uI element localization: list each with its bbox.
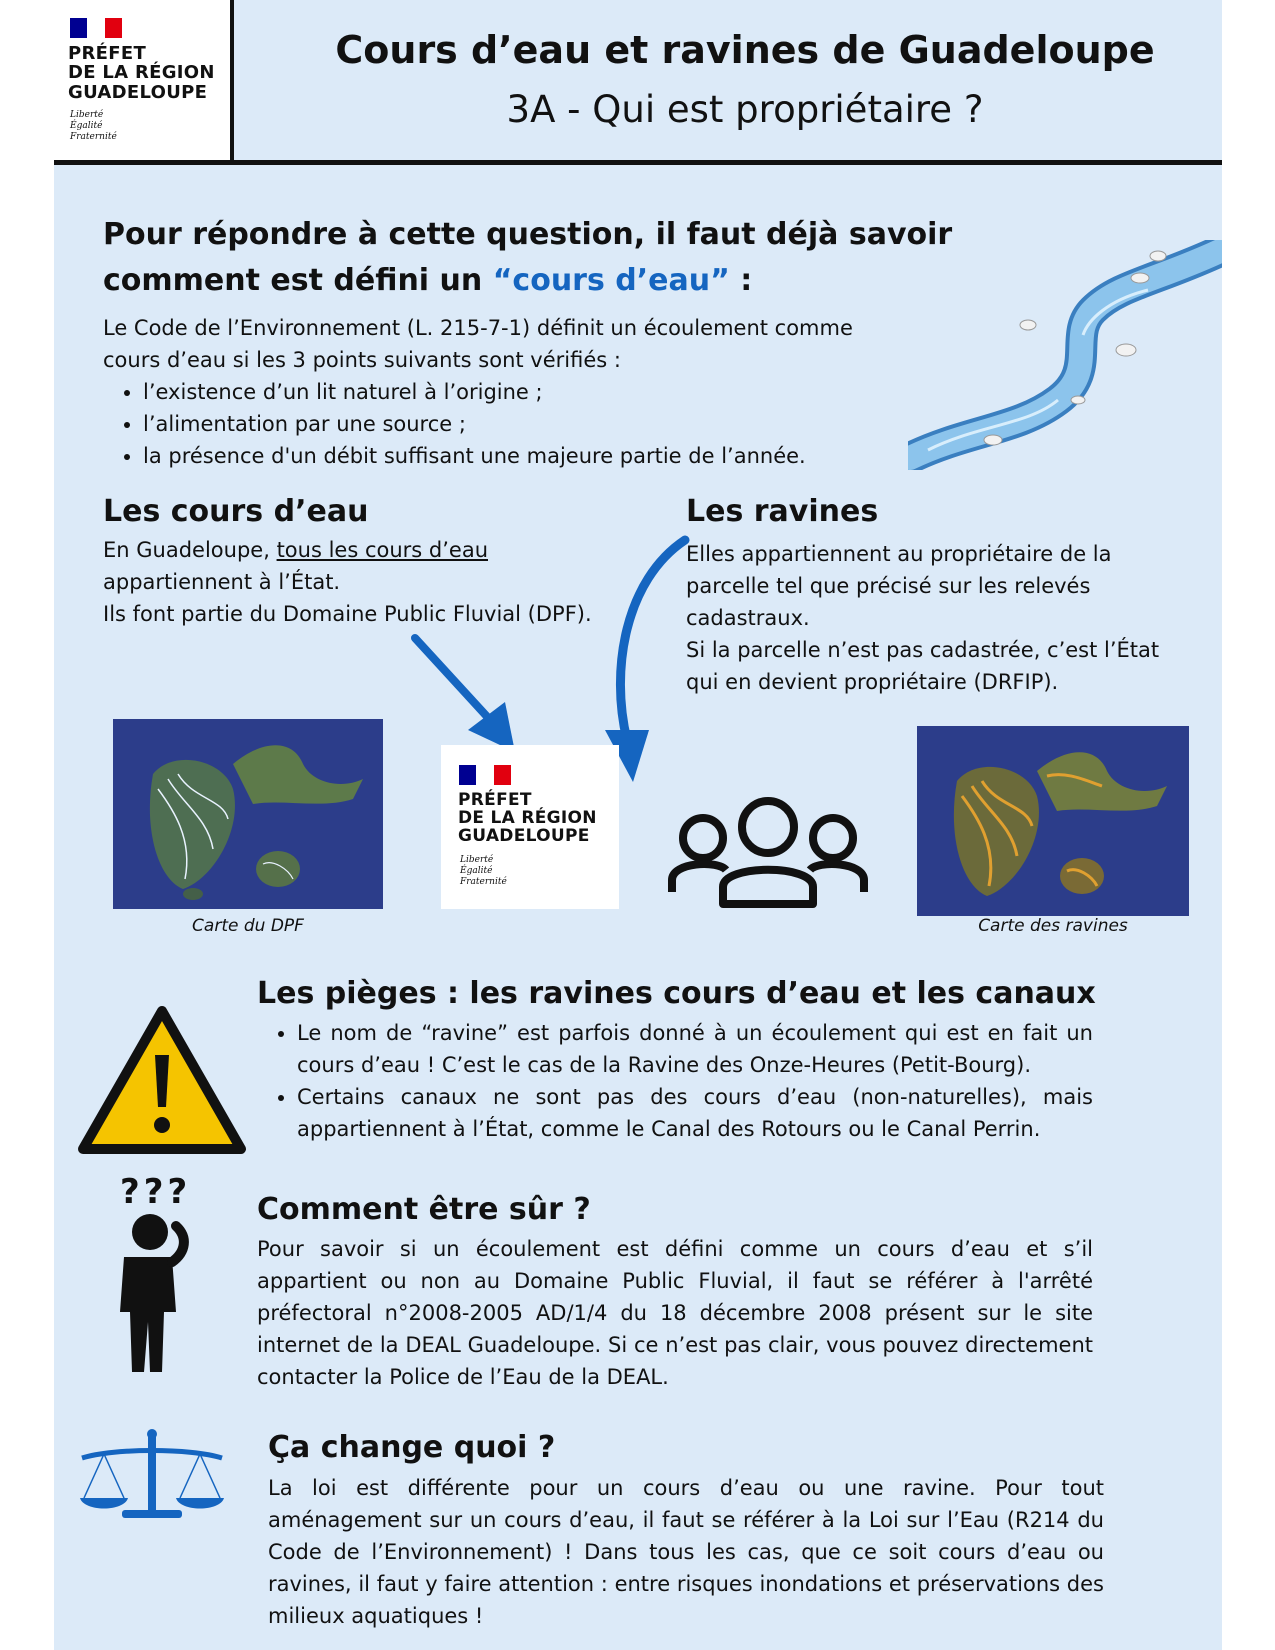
ravines-map (917, 726, 1189, 916)
pieges-list (257, 1017, 1093, 1145)
change-heading: Ça change quoi ? (268, 1430, 556, 1465)
ravines-heading: Les ravines (686, 494, 879, 529)
dpf-caption: Carte du DPF (192, 916, 304, 936)
scales-icon (74, 1428, 230, 1520)
pieges-heading: Les pièges : les ravines cours d’eau et les canaux (257, 976, 1096, 1011)
change-text: La loi est différente pour un cours d’eau ou une ravine. Pour tout aménagement sur un cours d’eau, il faut se référer à la Loi sur l’Eau (R214 du Code de l’Environnement) ! Dans tous les cas, que ce soit cours d’eau ou ravines, il faut y faire attention : entre risques inondations et préservations des milieux aquatiques ! (268, 1476, 1104, 1628)
prefet-logo (54, 0, 234, 160)
confused-person-icon (110, 1212, 192, 1376)
logo-text: PRÉFET DE LA RÉGION GUADELOUPE (68, 43, 215, 103)
ravines-caption: Carte des ravines (978, 916, 1128, 936)
flag-icon (459, 765, 511, 785)
question-marks: ??? (120, 1172, 192, 1212)
list-item: • la présence d'un débit suffisant une majeure partie de l’année. (143, 440, 883, 472)
logo-motto: Liberté Égalité Fraternité (70, 110, 117, 142)
flag-icon (70, 18, 122, 38)
sur-heading: Comment être sûr ? (257, 1192, 591, 1227)
cours-deau-highlight: “cours d’eau” (492, 263, 730, 298)
warning-icon (77, 1005, 247, 1155)
header-divider (54, 160, 1222, 165)
prefet-logo-small: PRÉFET DE LA RÉGION GUADELOUPE Liberté Égalité Fraternité (441, 745, 619, 909)
dpf-map (113, 719, 383, 909)
criteria-list (103, 376, 883, 472)
intro-heading: Pour répondre à cette question, il faut déjà savoir comment est défini un “cours d’eau” : (103, 217, 953, 298)
intro-text: Le Code de l’Environnement (L. 215-7-1) définit un écoulement comme cours d’eau si les 3 points suivants sont vérifiés : • l’existence d’un lit naturel à l’origine ; • l’alimentation par une source ; • la présence d'un débit suffisant une majeure partie de l’année. (103, 312, 883, 472)
list-item: • Le nom de “ravine” est parfois donné à un écoulement qui est en fait un cours d’eau ! C’est le cas de la Ravine des Onze-Heures (Petit-Bourg). (297, 1017, 1093, 1081)
ravines-text: Elles appartiennent au propriétaire de la parcelle tel que précisé sur les relevés cadastraux. Si la parcelle n’est pas cadastrée, c’est l’État qui en devient propriétaire (DRFIP). (686, 542, 1160, 694)
list-item: • Certains canaux ne sont pas des cours d’eau (non-naturelles), mais appartiennent à l’État, comme le Canal des Rotours ou le Canal Perrin. (297, 1081, 1093, 1145)
page-title: Cours d’eau et ravines de Guadeloupe (335, 28, 1155, 72)
sur-text: Pour savoir si un écoulement est défini comme un cours d’eau et s’il appartient ou non au Domaine Public Fluvial, il faut se référer à l'arrêté préfectoral n°2008-2005 AD/1/4 du 18 décembre 2008 présent sur le site internet de la DEAL Guadeloupe. Si ce n’est pas clair, vous pouvez directement contacter la Police de l’Eau de la DEAL. (257, 1237, 1093, 1389)
people-icon (668, 792, 868, 908)
arrow-icon (400, 630, 530, 760)
list-item: • l’alimentation par une source ; (143, 408, 883, 440)
list-item: • l’existence d’un lit naturel à l’origine ; (143, 376, 883, 408)
cours-text: En Guadeloupe, tous les cours d’eau appartiennent à l’État. Ils font partie du Domaine Public Fluvial (DPF). (103, 538, 592, 626)
river-illustration (908, 240, 1222, 470)
cours-heading: Les cours d’eau (103, 494, 369, 529)
page-subtitle: 3A - Qui est propriétaire ? (506, 88, 984, 131)
pieges-text (257, 1017, 1093, 1145)
